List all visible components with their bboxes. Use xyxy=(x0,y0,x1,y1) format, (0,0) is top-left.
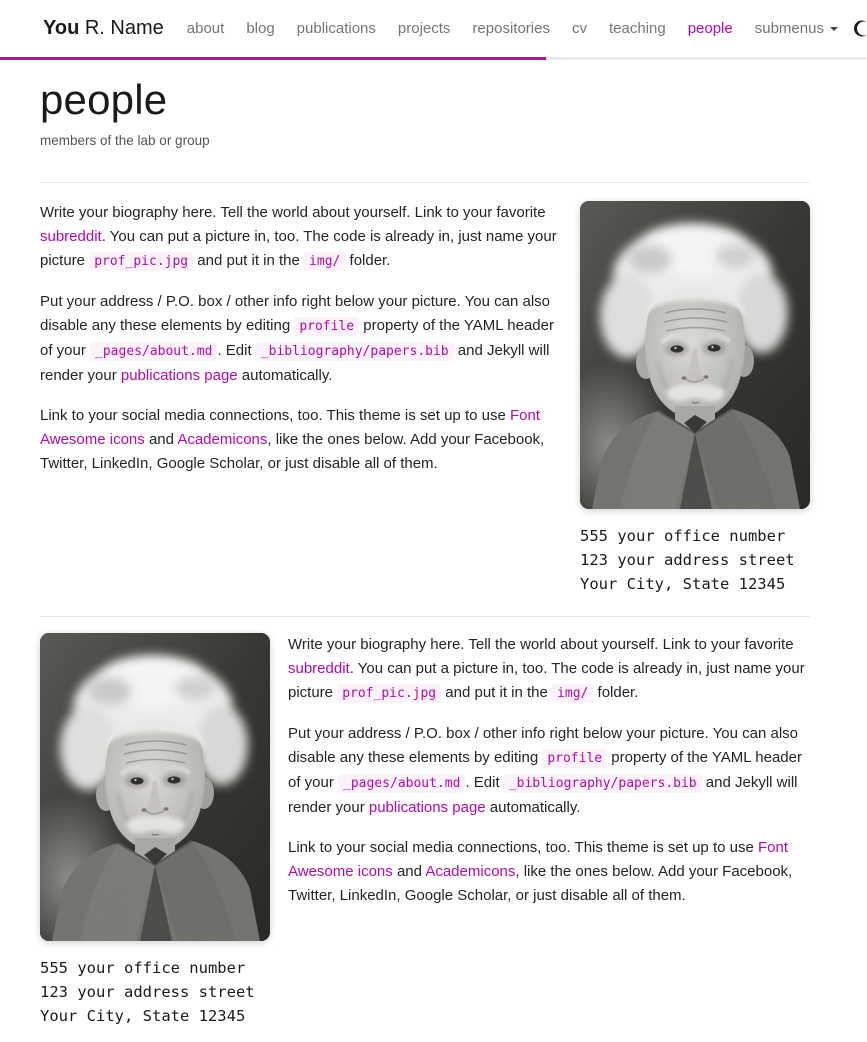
bio-text: Link to your social media connections, too. This theme is set up to use xyxy=(288,839,758,856)
bio-text: , like the ones below. Add your Facebook, Twitter, LinkedIn, Google Scholar, or just disable all of them. xyxy=(40,431,545,472)
bio-paragraph xyxy=(288,633,810,706)
bio-text: . You can put a picture in, too. The code is already in, just name your picture xyxy=(288,660,805,701)
profile-section-1 xyxy=(40,201,810,596)
inline-link[interactable]: Academicons xyxy=(177,431,268,448)
portrait-image xyxy=(40,633,270,941)
profile-photo xyxy=(580,201,810,509)
nav-item-blog xyxy=(235,14,285,43)
profile-bio xyxy=(288,633,810,1028)
inline-link[interactable]: publications page xyxy=(368,799,486,816)
profile-section-2 xyxy=(40,633,810,1028)
bio-paragraph xyxy=(40,404,560,476)
scroll-progress-fill xyxy=(0,57,546,60)
navbar xyxy=(0,0,867,57)
bio-paragraph xyxy=(40,290,560,388)
nav-link-about[interactable]: about xyxy=(186,20,225,37)
nav-link-cv[interactable]: cv xyxy=(571,20,587,37)
inline-code: _bibliography/papers.bib xyxy=(256,342,454,361)
bio-text: and Jekyll will render your xyxy=(288,774,798,816)
inline-code: profile xyxy=(294,317,359,336)
bio-text: , like the ones below. Add your Facebook, Twitter, LinkedIn, Google Scholar, or just disable all of them. xyxy=(288,863,793,904)
nav-item-publications xyxy=(286,14,387,43)
nav-link-submenus[interactable]: submenus xyxy=(744,14,849,43)
page-title: people xyxy=(40,76,168,123)
nav-link-projects[interactable]: projects xyxy=(397,20,451,37)
address-line: 123 your address street xyxy=(40,983,255,1001)
inline-link[interactable]: subreddit xyxy=(40,228,102,245)
inline-link[interactable]: Font Awesome icons xyxy=(40,407,540,448)
dark-mode-toggle[interactable] xyxy=(853,19,867,38)
bio-text: Write your biography here. Tell the world about yourself. Link to your favorite xyxy=(40,204,546,221)
inline-code: img/ xyxy=(304,252,345,271)
profile-picture-column xyxy=(580,201,810,596)
address-line: Your City, State 12345 xyxy=(40,1007,246,1025)
nav-item-repositories xyxy=(461,14,561,43)
inline-link[interactable]: Academicons xyxy=(425,863,516,880)
address-line: 123 your address street xyxy=(580,551,795,569)
inline-code: prof_pic.jpg xyxy=(337,684,441,703)
bio-text: automatically. xyxy=(237,367,333,384)
inline-code: prof_pic.jpg xyxy=(89,252,193,271)
bio-text: and put it in the xyxy=(441,684,553,701)
portrait-image xyxy=(580,201,810,509)
inline-code: _bibliography/papers.bib xyxy=(504,774,702,793)
bio-text: and xyxy=(144,431,178,448)
bio-text: Put your address / P.O. box / other info right below your picture. You can also disable any these elements by editing xyxy=(288,725,799,766)
nav-item-teaching xyxy=(598,14,677,43)
inline-link[interactable]: publications page xyxy=(120,367,238,384)
profile-address xyxy=(580,524,810,596)
page-description: members of the lab or group xyxy=(40,133,210,148)
nav-item-people xyxy=(677,14,744,43)
inline-link[interactable]: Font Awesome icons xyxy=(288,839,788,880)
divider xyxy=(40,616,810,617)
bio-text: Link to your social media connections, too. This theme is set up to use xyxy=(40,407,510,424)
bio-text: Write your biography here. Tell the world about yourself. Link to your favorite xyxy=(288,636,794,653)
bio-text: property of the YAML header of your xyxy=(288,749,802,791)
bio-paragraph xyxy=(288,836,810,908)
divider xyxy=(40,182,810,183)
address-line: Your City, State 12345 xyxy=(580,575,786,593)
inline-link[interactable]: subreddit xyxy=(288,660,350,677)
moon-icon xyxy=(853,19,867,38)
bio-text: . Edit xyxy=(465,774,504,791)
nav-link-people[interactable]: people xyxy=(687,20,733,37)
profile-photo xyxy=(40,633,270,941)
address-line: 555 your office number xyxy=(580,527,786,545)
bio-text: automatically. xyxy=(485,799,581,816)
address-line: 555 your office number xyxy=(40,959,246,977)
profile-picture-column xyxy=(40,633,270,1028)
bio-paragraph xyxy=(288,722,810,820)
nav-items xyxy=(176,14,849,43)
inline-code: _pages/about.md xyxy=(90,342,217,361)
bio-text: and put it in the xyxy=(193,252,305,269)
inline-code: _pages/about.md xyxy=(338,774,465,793)
inline-code: profile xyxy=(542,749,607,768)
bio-text: . Edit xyxy=(217,342,256,359)
bio-text: folder. xyxy=(593,684,639,701)
bio-text: . You can put a picture in, too. The code is already in, just name your picture xyxy=(40,228,557,269)
bio-text: and Jekyll will render your xyxy=(40,342,550,384)
bio-text: property of the YAML header of your xyxy=(40,317,554,359)
site-brand[interactable] xyxy=(43,17,164,40)
scroll-progress-track xyxy=(0,57,867,60)
bio-text: and xyxy=(392,863,426,880)
bio-paragraph xyxy=(40,201,560,274)
nav-item-submenus xyxy=(744,14,849,43)
inline-code: img/ xyxy=(552,684,593,703)
nav-link-repositories[interactable]: repositories xyxy=(472,20,550,37)
caret-down-icon xyxy=(830,27,838,31)
nav-link-teaching[interactable]: teaching xyxy=(608,20,666,37)
nav-item-cv xyxy=(561,14,598,43)
profile-address xyxy=(40,956,270,1028)
profile-bio xyxy=(40,201,560,596)
brand-last-name: R. Name xyxy=(84,17,164,39)
page-content xyxy=(40,76,810,1040)
bio-text: Put your address / P.O. box / other info right below your picture. You can also disable any these elements by editing xyxy=(40,293,551,334)
nav-link-publications[interactable]: publications xyxy=(296,20,376,37)
nav-item-projects xyxy=(387,14,462,43)
nav-link-blog[interactable]: blog xyxy=(246,20,275,37)
nav-item-about xyxy=(176,14,236,43)
bio-text: folder. xyxy=(345,252,391,269)
brand-first-name: You xyxy=(43,17,80,39)
